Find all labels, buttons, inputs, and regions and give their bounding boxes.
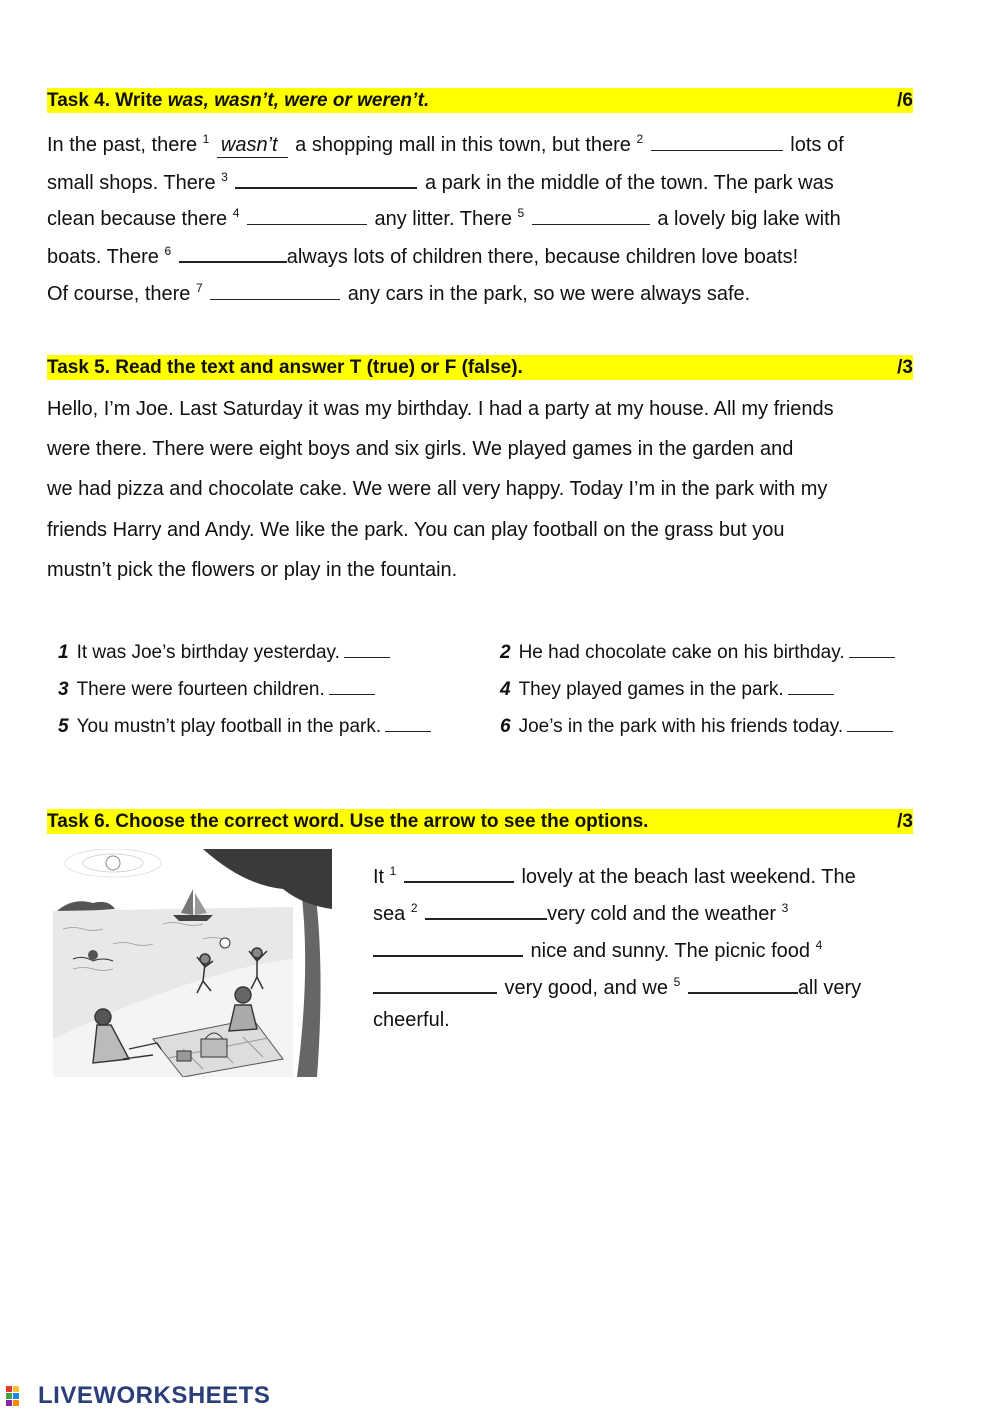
- dropdown-blank-5[interactable]: [688, 972, 798, 994]
- task5-header: [47, 355, 913, 380]
- task6-title: Task 6. Choose the correct word. Use the arrow to see the options.: [47, 811, 649, 832]
- task5-score: /3: [897, 357, 913, 378]
- task6-line-2: sea $^2$ very cold and the weather $^3$: [373, 898, 788, 926]
- dropdown-blank-2[interactable]: [425, 898, 547, 920]
- beach-picnic-illustration: [53, 849, 332, 1077]
- answer-blank-3[interactable]: [235, 167, 417, 189]
- answer-blank-7[interactable]: [210, 279, 340, 300]
- liveworksheets-logo: [6, 1382, 270, 1410]
- task5-text-line: we had pizza and chocolate cake. We were all very happy. Today I’m in the park with my: [47, 478, 828, 500]
- answer-blank-2[interactable]: [651, 130, 783, 151]
- task6-line-4: very good, and we $^5$ all very: [373, 972, 861, 1000]
- tf-answer-blank[interactable]: [849, 639, 895, 658]
- tf-answer-blank[interactable]: [788, 676, 834, 695]
- task5-text-line: were there. There were eight boys and six girls. We played games in the garden and: [47, 438, 794, 460]
- answer-blank-6[interactable]: [179, 241, 287, 263]
- task6-header: [47, 809, 913, 834]
- task5-text-line: friends Harry and Andy. We like the park. You can play football on the grass but you: [47, 519, 785, 541]
- task4-line-4: boats. There $^6$ always lots of children there, because children love boats!: [47, 241, 798, 269]
- task4-title: Task 4. Write was, wasn’t, were or weren’t.: [47, 90, 430, 111]
- task6-score: /3: [897, 811, 913, 832]
- question-4: 4 They played games in the park.: [500, 676, 834, 701]
- task6-line-3: nice and sunny. The picnic food $^4$: [373, 935, 822, 963]
- task5-text-line: mustn’t pick the flowers or play in the fountain.: [47, 559, 458, 581]
- task5-text-line: Hello, I’m Joe. Last Saturday it was my birthday. I had a party at my house. All my friends: [47, 398, 834, 420]
- dropdown-blank-3[interactable]: [373, 935, 523, 957]
- question-6: 6 Joe’s in the park with his friends today.: [500, 713, 893, 738]
- task6-line-5: cheerful.: [373, 1009, 450, 1031]
- tf-answer-blank[interactable]: [847, 713, 893, 732]
- tf-answer-blank[interactable]: [385, 713, 431, 732]
- answer-blank-4[interactable]: [247, 204, 367, 225]
- task6-line-1: It $^1$ lovely at the beach last weekend. The: [373, 861, 856, 889]
- task4-line-5: Of course, there $^7$ any cars in the park, so we were always safe.: [47, 281, 751, 305]
- task4-line-1: In the past, there $^1$ wasn’t a shopping mall in this town, but there $^2$ lots of: [47, 132, 844, 156]
- question-2: 2 He had chocolate cake on his birthday.: [500, 639, 895, 664]
- answer-blank-5[interactable]: [532, 204, 650, 225]
- question-3: 3 There were fourteen children.: [58, 676, 375, 701]
- tf-answer-blank[interactable]: [344, 639, 390, 658]
- tf-answer-blank[interactable]: [329, 676, 375, 695]
- task4-line-3: clean because there $^4$ any litter. There $^5$ a lovely big lake with: [47, 206, 841, 230]
- answer-blank-1[interactable]: wasn’t: [217, 134, 288, 158]
- question-5: 5 You mustn’t play football in the park.: [58, 713, 431, 738]
- question-1: 1 It was Joe’s birthday yesterday.: [58, 639, 390, 664]
- dropdown-blank-4[interactable]: [373, 972, 497, 994]
- task5-title: Task 5. Read the text and answer T (true) or F (false).: [47, 357, 523, 378]
- liveworksheets-logo-icon: [6, 1384, 36, 1408]
- task4-score: /6: [897, 90, 913, 111]
- task4-line-2: small shops. There $^3$ a park in the middle of the town. The park was: [47, 167, 834, 195]
- task4-header: [47, 88, 913, 113]
- ball-icon: [220, 938, 230, 948]
- brand-name: LIVEWORKSHEETS: [38, 1382, 271, 1409]
- dropdown-blank-1[interactable]: [404, 861, 514, 883]
